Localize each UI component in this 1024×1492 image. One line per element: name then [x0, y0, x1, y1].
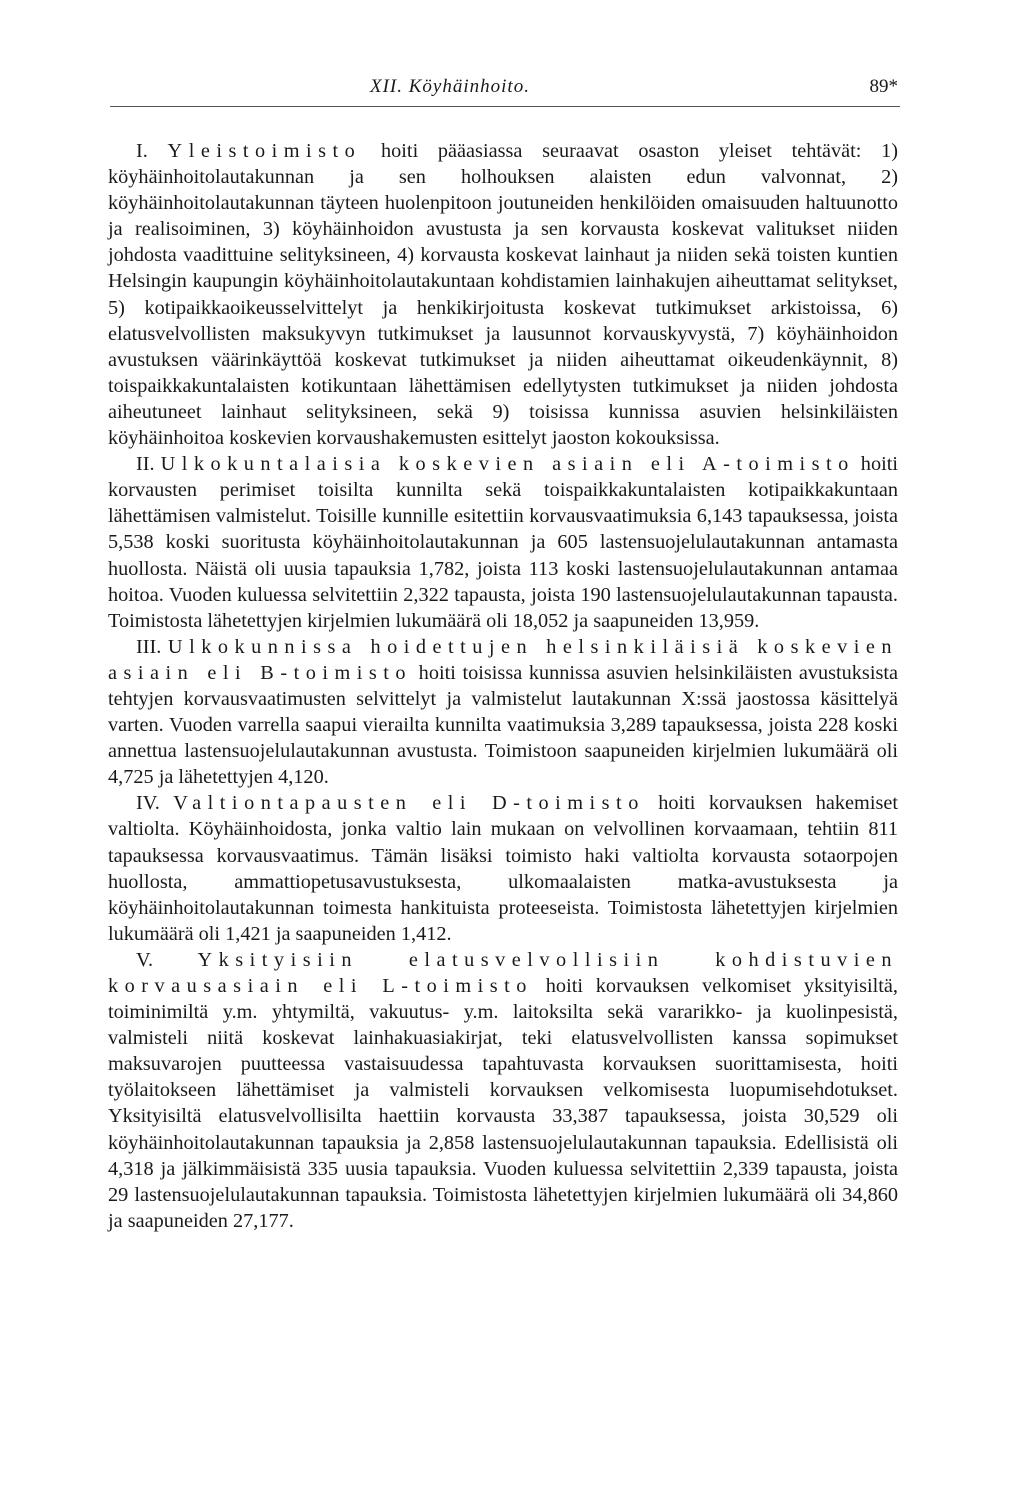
- paragraph-text: hoiti korvauksen hakemiset valtiolta. Köyhäinhoidosta, jonka valtio lain mukaan on velvollinen korvaamaan, tehtiin 811 tapauksessa korvausvaatimus. Tämän lisäksi toimisto haki valtiolta korvausta sotaorpojen huollosta, ammattiopetusavustuksesta, ulkomaalaisten matka-avustuksesta ja köyhäinhoitolautakunnan toimesta hankituista proteeseista. Toimistosta lähetettyjen kirjelmien lukumäärä oli 1,421 ja saapuneiden 1,412.: [108, 792, 898, 945]
- paragraph-text: hoiti pääasiassa seuraavat osaston yleiset tehtävät: 1) köyhäinhoitolautakunnan ja sen holhouksen alaisten edun valvonnat, 2) köyhäinhoitolautakunnan täyteen huolenpitoon joutuneiden henkilöiden omaisuuden haltuunotto ja realisoiminen, 3) köyhäinhoidon avustusta ja sen korvausta koskevat valitukset niiden johdosta vaadittuine selityksineen, 4) korvausta koskevat lainhaut ja niiden sekä toisten kuntien Helsingin kaupungin köyhäinhoitolautakuntaan kohdistamien lainhakujen aiheuttamat selitykset, 5) kotipaikkaoikeusselvittelyt ja henkikirjoitusta koskevat tutkimukset arkistoissa, 6) elatusvelvollisten maksukyvyn tutkimukset ja lausunnot korvauskyvystä, 7) köyhäinhoidon avustuksen väärinkäyttöä koskevat tutkimukset ja niiden aiheuttamat oikeudenkäynnit, 8) toispaikkakuntalaisten kotikuntaan lähettämisen edellytysten tutkimukset ja niiden johdosta aiheutuneet lainhaut selityksineen, sekä 9) toisissa kunnissa asuvien helsinkiläisten köyhäinhoitoa koskevien korvaushakemusten esittelyt jaoston kokouksissa.: [108, 140, 898, 450]
- office-name: Ulkokuntalaisia koskevien asiain eli A-toimisto: [160, 453, 855, 476]
- header-rule: [110, 106, 900, 107]
- chapter-title: XII. Köyhäinhoito.: [370, 76, 530, 97]
- office-name: Yksityisiin elatusvelvollisiin kohdistuvien korvausasiain eli L-toimisto: [108, 948, 898, 997]
- paragraph-l-toimisto: [108, 947, 898, 1234]
- body-text: [108, 138, 898, 1234]
- paragraph-text: hoiti toisissa kunnissa asuvien helsinkiläisten avustuksista tehtyjen korvausvaatimusten selvittelyt ja valmistelut lautakunnan X:ssä jaostossa käsittelyä varten. Vuoden varrella saapui vierailta kunnilta vaatimuksia 3,289 tapauksessa, joista 228 koski annettua lastensuojelulautakunnan avustusta. Toimistoon saapuneiden kirjelmien lukumäärä oli 4,725 ja lähetettyjen 4,120.: [108, 661, 898, 789]
- paragraph-a-toimisto: [108, 451, 898, 634]
- paragraph-text: hoiti korvauksen velkomiset yksityisiltä, toiminimiltä y.m. yhtymiltä, vakuutus- y.m. laitoksilta sekä vararikko- ja kuolinpesistä, valmisteli niitä koskevat lainhakuasiakirjat, teki elatusvelvollisten kanssa sopimukset maksuvarojen puutteessa vastaisuudessa tapahtuvasta korvauksen suorittamisesta, hoiti työlaitokseen lähettämiset ja valmisteli korvauksen velkomisesta luopumisehdotukset. Yksityisiltä elatusvelvollisilta haettiin korvausta 33,387 tapauksessa, joista 30,529 oli köyhäinhoitolautakunnan tapauksia ja 2,858 lastensuojelulautakunnan tapauksia. Edellisistä oli 4,318 ja jälkimmäisistä 335 uusia tapauksia. Vuoden kuluessa selvitettiin 2,339 tapausta, joista 29 lastensuojelulautakunnan tapauksia. Toimistosta lähetettyjen kirjelmien lukumäärä oli 34,860 ja saapuneiden 27,177.: [108, 975, 898, 1232]
- section-number: I.: [136, 140, 148, 162]
- office-name: Ulkokunnissa hoidettujen helsinkiläisiä koskevien asiain eli B-toimisto: [108, 635, 898, 684]
- office-name: Yleistoimisto: [167, 140, 362, 162]
- paragraph-yleistoimisto: [108, 138, 898, 451]
- section-number: IV.: [136, 792, 160, 815]
- section-number: II.: [136, 453, 155, 476]
- running-header: [110, 76, 900, 104]
- page-number: 89*: [869, 76, 898, 97]
- paragraph-d-toimisto: [108, 790, 898, 947]
- section-number: III.: [136, 635, 162, 658]
- paragraph-text: hoiti korvausten perimiset toisilta kunnilta sekä toispaikkakuntalaisten kotipaikkakuntaan lähettämisen valmistelut. Toisille kunnille esitettiin korvausvaatimuksia 6,143 tapauksessa, joista 5,538 koski suoritusta köyhäinhoitolautakunnan ja 605 lastensuojelulautakunnan antamasta huollosta. Näistä oli uusia tapauksia 1,782, joista 113 koski lastensuojelulautakunnan antamaa hoitoa. Vuoden kuluessa selvitettiin 2,322 tapausta, joista 190 lastensuojelulautakunnan tapausta. Toimistosta lähetettyjen kirjelmien lukumäärä oli 18,052 ja saapuneiden 13,959.: [108, 453, 898, 632]
- section-number: V.: [136, 948, 154, 971]
- paragraph-b-toimisto: [108, 634, 898, 791]
- office-name: Valtiontapausten eli D-toimisto: [173, 792, 645, 815]
